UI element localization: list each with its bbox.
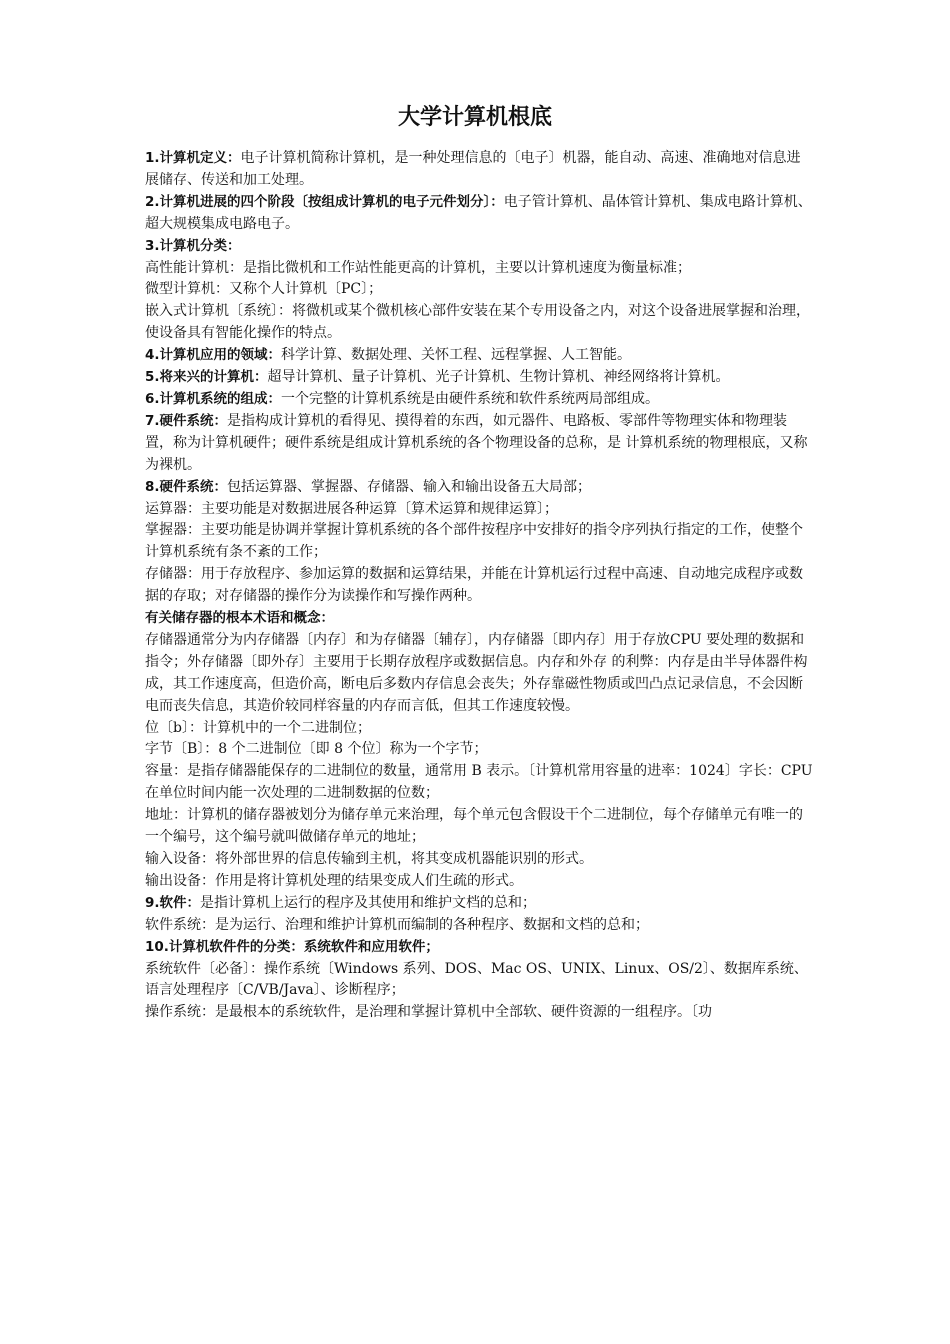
paragraph [145, 389, 813, 411]
paragraph [145, 871, 813, 893]
paragraph [145, 805, 813, 849]
paragraph-heading: 4.计算机应用的领域： [145, 347, 282, 364]
paragraph-text: 操作系统：是最根本的系统软件，是治理和掌握计算机中全部软、硬件资源的一组程序。〔功 [145, 1004, 712, 1021]
paragraph [145, 761, 813, 805]
paragraph [145, 849, 813, 871]
paragraph [145, 893, 813, 915]
paragraph-text: 超导计算机、量子计算机、光子计算机、生物计算机、神经网络将计算机。 [267, 369, 730, 386]
paragraph [145, 564, 813, 608]
paragraph-heading: 3.计算机分类： [145, 237, 241, 254]
paragraph-text: 运算器：主要功能是对数据进展各种运算〔算术运算和规律运算〕； [145, 500, 558, 517]
paragraph-text: 位〔b〕：计算机中的一个二进制位； [145, 719, 371, 736]
paragraph-text: 嵌入式计算机〔系统〕：将微机或某个微机核心部件安装在某个专用设备之内，对这个设备进展掌握和治理，使设备具有智能化操作的特点。 [145, 303, 810, 342]
paragraph [145, 718, 813, 740]
paragraph [145, 258, 813, 280]
paragraph-text: 字节〔B〕：8 个二进制位〔即 8 个位〕称为一个字节； [145, 741, 488, 758]
paragraph [145, 148, 813, 192]
paragraph [145, 739, 813, 761]
paragraph-heading: 6.计算机系统的组成： [145, 390, 282, 407]
paragraph-heading: 5.将来兴的计算机： [145, 369, 268, 386]
paragraph-text: 科学计算、数据处理、关怀工程、远程掌握、人工智能。 [281, 347, 632, 364]
paragraph-heading: 8.硬件系统： [145, 478, 228, 495]
paragraph-text: 输出设备：作用是将计算机处理的结果变成人们生疏的形式。 [145, 872, 523, 889]
paragraph [145, 499, 813, 521]
paragraph-text: 软件系统：是为运行、治理和维护计算机而编制的各种程序、数据和文档的总和； [145, 916, 649, 933]
paragraph-text: 地址：计算机的储存器被划分为储存单元来治理，每个单元包含假设干个二进制位，每个存储单元有唯一的一个编号，这个编号就叫做储存单元的地址； [145, 807, 803, 846]
paragraph-text: 掌握器：主要功能是协调并掌握计算机系统的各个部件按程序中安排好的指令序列执行指定的工作，使整个计算机系统有条不紊的工作； [145, 522, 803, 561]
paragraph-text: 容量：是指存储器能保存的二进制位的数量，通常用 B 表示。〔计算机常用容量的进率：1024〕字长：CPU 在单位时间内能一次处理的二进制数据的位数； [145, 763, 813, 802]
paragraph-text: 存储器：用于存放程序、参加运算的数据和运算结果，并能在计算机运行过程中高速、自动地完成程序或数据的存取；对存储器的操作分为读操作和写操作两种。 [145, 566, 803, 605]
paragraph-text: 电子管计算机、晶体管计算机、集成电路计算机、超大规模集成电路电子。 [145, 193, 812, 232]
document-title: 大学计算机根底 [397, 105, 552, 130]
paragraph-heading: 9.软件： [145, 894, 201, 911]
paragraph-text: 系统软件〔必备〕：操作系统〔Windows 系列、DOS、Mac OS、UNIX、Linux、OS/2〕、数据库系统、语言处理程序〔C/VB/Java〕、诊断程序； [145, 960, 808, 999]
paragraph [145, 937, 813, 959]
paragraph-heading: 1.计算机定义： [145, 150, 241, 166]
document-body [145, 148, 813, 1024]
paragraph-text: 电子计算机简称计算机，是一种处理信息的〔电子〕机器，能自动、高速、准确地对信息进展储存、传送和加工处理。 [145, 150, 801, 188]
paragraph-heading: 有关储存器的根本术语和概念： [145, 610, 334, 627]
paragraph [145, 608, 813, 630]
paragraph-heading: 7.硬件系统： [145, 412, 228, 429]
paragraph [145, 367, 813, 389]
paragraph [145, 411, 813, 477]
paragraph-text: 是指构成计算机的看得见、摸得着的东西，如元器件、电路板、零部件等物理实体和物理装置，称为计算机硬件；硬件系统是组成计算机系统的各个物理设备的总称，是 计算机系统的物理根底，又称为裸机。 [145, 412, 808, 473]
paragraph [145, 477, 813, 499]
paragraph-text: 是指计算机上运行的程序及其使用和维护文档的总和； [200, 894, 537, 911]
paragraph-text: 一个完整的计算机系统是由硬件系统和软件系统两局部组成。 [281, 390, 660, 407]
paragraph [145, 520, 813, 564]
paragraph [145, 915, 813, 937]
paragraph [145, 279, 813, 301]
paragraph [145, 301, 813, 345]
paragraph [145, 630, 813, 718]
paragraph-text: 包括运算器、掌握器、存储器、输入和输出设备五大局部； [227, 478, 592, 495]
paragraph-text: 输入设备：将外部世界的信息传输到主机，将其变成机器能识别的形式。 [145, 851, 593, 867]
paragraph [145, 959, 813, 1003]
paragraph [145, 236, 813, 258]
paragraph-text: 微型计算机：又称个人计算机〔PC〕； [145, 281, 383, 298]
paragraph [145, 192, 813, 236]
paragraph-text: 高性能计算机：是指比微机和工作站性能更高的计算机，主要以计算机速度为衡量标准； [145, 259, 691, 276]
paragraph [145, 1002, 813, 1024]
paragraph-text: 存储器通常分为内存储器〔内存〕和为存储器〔辅存〕，内存储器〔即内存〕用于存放CPU 要处理的数据和指令；外存储器〔即外存〕主要用于长期存放程序或数据信息。内存和外存 的利弊：内存是由半导体器件构成，其工作速度高，但造价高，断电后多数内存信息会丧失；外存靠磁性物质或凹凸点记录信息，不会因断电而丧失信息，其造价较同样容量的内存而言低，但其工作速度较慢。 [145, 631, 808, 714]
paragraph-heading: 10.计算机软件件的分类：系统软件和应用软件； [145, 938, 439, 955]
paragraph [145, 345, 813, 367]
paragraph-heading: 2.计算机进展的四个阶段〔按组成计算机的电子元件划分〕： [145, 193, 504, 210]
